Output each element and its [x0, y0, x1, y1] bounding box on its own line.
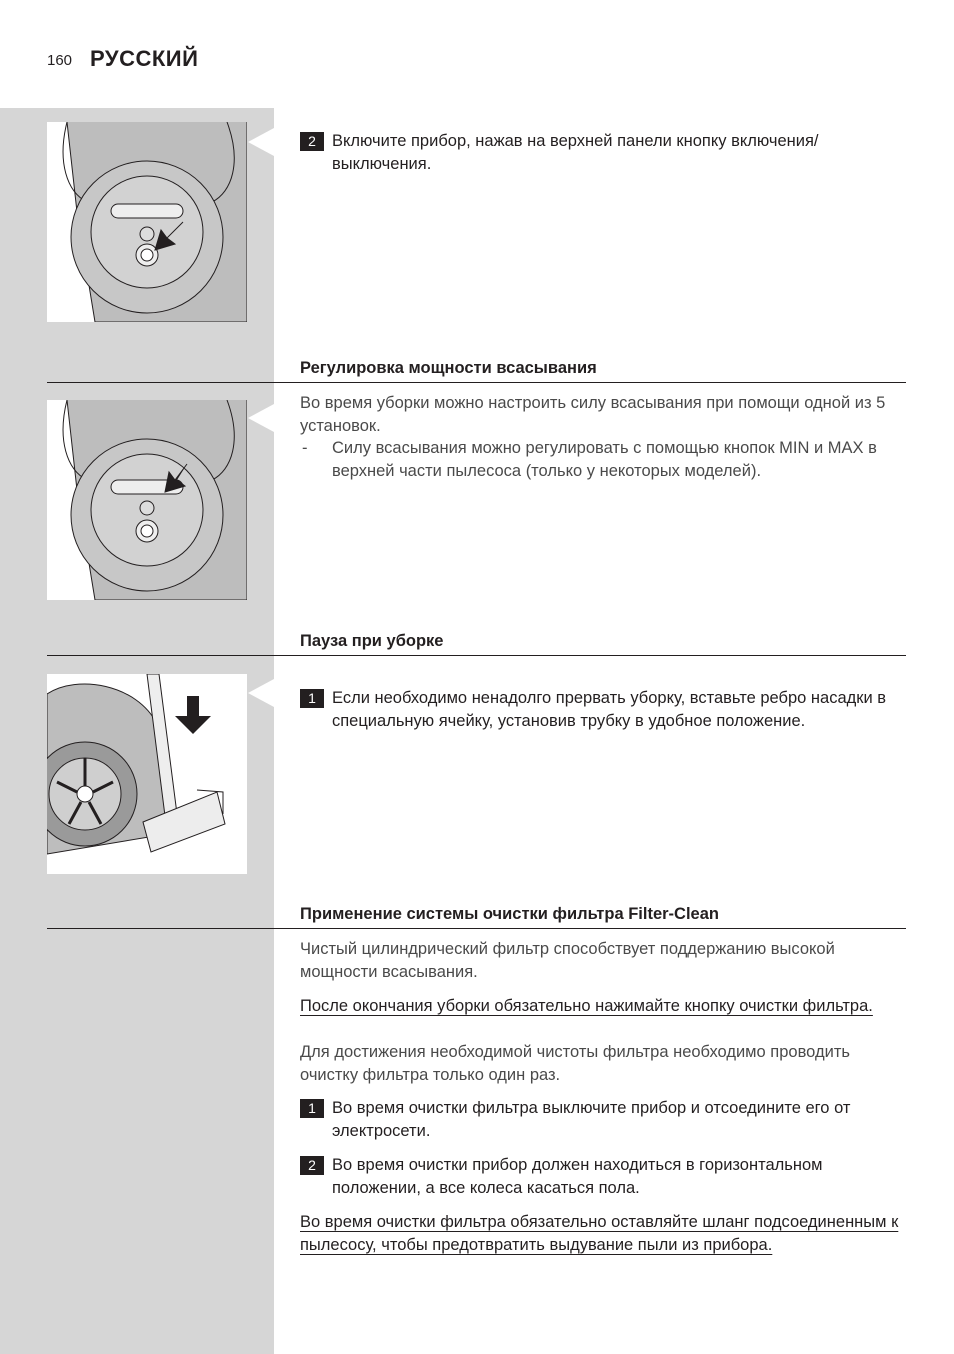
- vacuum-parking-illustration: [47, 674, 247, 874]
- section-rule: [47, 382, 906, 383]
- figure-suction-buttons: [47, 400, 247, 600]
- figure-pointer-notch: [248, 128, 274, 156]
- step-number: 2: [300, 1156, 324, 1175]
- bullet-text: Силу всасывания можно регулировать с помощью кнопок MIN и MAX в верхней части пылесоса (только у некоторых моделей).: [332, 439, 877, 480]
- suction-bullet: [300, 437, 906, 483]
- page-number: 160: [47, 52, 73, 69]
- step-text: Если необходимо ненадолго прервать уборку, вставьте ребро насадки в специальную ячейку, установив трубку в удобное положение.: [332, 689, 887, 730]
- filter-note-1-sub: Для достижения необходимой чистоты фильтра необходимо проводить очистку фильтра только один раз.: [300, 1043, 850, 1084]
- step-pause: [300, 687, 906, 733]
- filter-note-2: Во время очистки фильтра обязательно оставляйте шланг подсоединенным к пылесосу, чтобы предотвратить выдувание пыли из прибора.: [300, 1213, 899, 1254]
- bullet-dash: -: [302, 439, 308, 457]
- section-rule: [47, 928, 906, 929]
- step-text: Во время очистки фильтра выключите прибор и отсоедините его от электросети.: [332, 1099, 851, 1140]
- step-number: 1: [300, 1099, 324, 1118]
- figure-pointer-notch: [248, 679, 274, 707]
- section-heading-suction: Регулировка мощности всасывания: [300, 359, 597, 377]
- figure-power-button: [47, 122, 247, 322]
- figure-parking-position: [47, 674, 247, 874]
- step-power-on: [300, 130, 906, 176]
- step-number: 2: [300, 132, 324, 151]
- language-title: РУССКИЙ: [90, 46, 199, 71]
- section-rule: [47, 655, 906, 656]
- filter-step-1: [300, 1097, 906, 1143]
- filter-note-1: После окончания уборки обязательно нажимайте кнопку очистки фильтра.: [300, 997, 873, 1015]
- step-number: 1: [300, 689, 324, 708]
- filter-intro: Чистый цилиндрический фильтр способствует поддержанию высокой мощности всасывания.: [300, 940, 835, 981]
- filter-step-2: [300, 1154, 906, 1200]
- step-text: Включите прибор, нажав на верхней панели кнопку включения/выключения.: [332, 132, 819, 173]
- suction-intro: Во время уборки можно настроить силу всасывания при помощи одной из 5 установок.: [300, 394, 886, 435]
- section-heading-pause: Пауза при уборке: [300, 632, 444, 650]
- vacuum-top-minmax-illustration: [47, 400, 247, 600]
- figure-pointer-notch: [248, 404, 274, 432]
- step-text: Во время очистки прибор должен находиться в горизонтальном положении, а все колеса касаться пола.: [332, 1156, 823, 1197]
- vacuum-top-power-illustration: [47, 122, 247, 322]
- section-heading-filter-clean: Применение системы очистки фильтра Filter-Clean: [300, 905, 719, 923]
